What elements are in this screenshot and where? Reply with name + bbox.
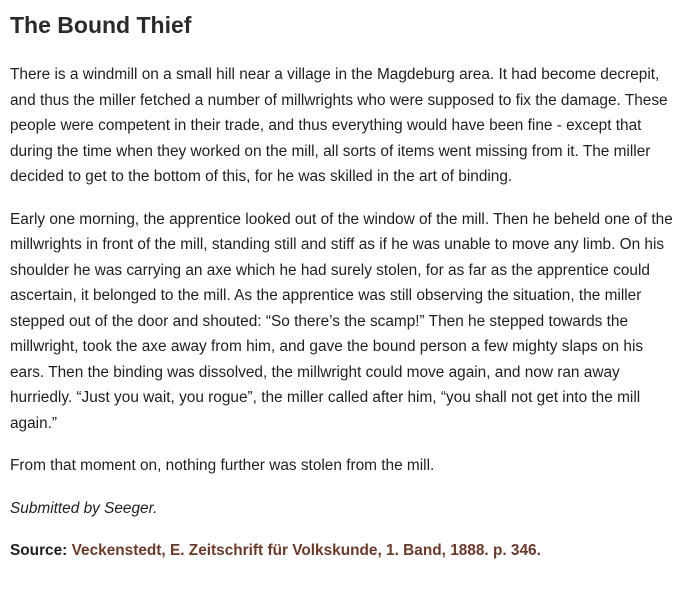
- source-link[interactable]: Veckenstedt, E. Zeitschrift für Volkskunde, 1. Band, 1888. p. 346.: [71, 542, 541, 559]
- page-title: The Bound Thief: [10, 12, 192, 38]
- source-line: [10, 538, 676, 564]
- paragraph-3: From that moment on, nothing further was stolen from the mill.: [10, 457, 435, 474]
- submitted-by: Submitted by Seeger.: [10, 499, 158, 517]
- paragraph-2: Early one morning, the apprentice looked out of the window of the mill. Then he beheld one of the millwrights in front of the mill, standing still and stiff as if he was unable to move any limb. On his shoulder he was carrying an axe which he had surely stolen, for as far as the apprentice could ascertain, it belonged to the mill. As the apprentice was still observing the situation, the miller stepped out of the door and shouted: “So there’s the scamp!” Then he stepped towards the millwright, took the axe away from him, and gave the bound person a few mighty slaps on his ears. Then the binding was dissolved, the millwright could move again, and now ran away hurriedly. “Just you wait, you rogue”, the miller called after him, “you shall not get into the mill again.”: [10, 210, 673, 432]
- paragraph-1: There is a windmill on a small hill near a village in the Magdeburg area. It had become decrepit, and thus the miller fetched a number of millwrights who were supposed to fix the damage. These people were competent in their trade, and thus everything would have been fine - except that during the time when they worked on the mill, all sorts of items went missing from it. The miller decided to get to the bottom of this, for he was skilled in the art of binding.: [10, 66, 668, 185]
- source-label: Source:: [10, 542, 68, 559]
